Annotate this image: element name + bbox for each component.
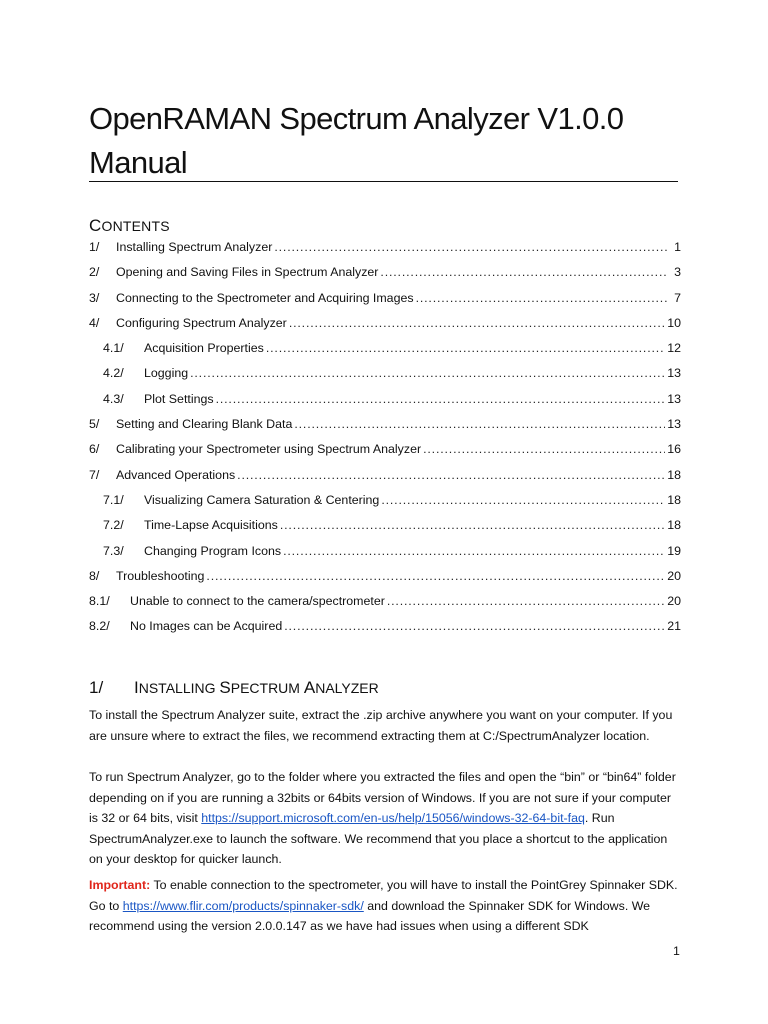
toc-entry-page: 19 bbox=[667, 543, 681, 558]
toc-dot-leader bbox=[190, 366, 665, 380]
toc-dot-leader bbox=[274, 240, 667, 254]
toc-entry[interactable] bbox=[89, 291, 681, 316]
toc-entry-page: 18 bbox=[667, 518, 681, 533]
important-label: Important: bbox=[89, 878, 151, 892]
section-1-number: 1/ bbox=[89, 678, 104, 697]
toc-entry-number: 8.1/ bbox=[89, 594, 110, 609]
toc-dot-leader bbox=[237, 468, 665, 482]
toc-entry-number: 4/ bbox=[89, 315, 100, 330]
toc-entry-number: 2/ bbox=[89, 265, 100, 280]
toc-entry-title: Opening and Saving Files in Spectrum Analyzer bbox=[116, 265, 379, 280]
toc-entry-number: 3/ bbox=[89, 290, 100, 305]
toc-entry-title: Logging bbox=[144, 366, 189, 381]
title-underline-divider bbox=[89, 181, 678, 182]
toc-dot-leader bbox=[380, 265, 667, 279]
toc-entry-title: Calibrating your Spectrometer using Spectrum Analyzer bbox=[116, 442, 422, 457]
toc-entry-number: 5/ bbox=[89, 417, 100, 432]
toc-dot-leader bbox=[423, 442, 665, 456]
toc-entry[interactable] bbox=[89, 417, 681, 442]
toc-entry[interactable] bbox=[89, 366, 681, 391]
paragraph-important-sdk: Important: To enable connection to the spectrometer, you will have to install the PointGrey Spinnaker SDK. Go to https://www.flir.com/products/spinnaker-sdk/ and download the Spinnaker SDK for Windows. We recommend using the version 2.0.0.147 as we have had issues when using a different SDK bbox=[89, 878, 678, 933]
toc-entry[interactable] bbox=[89, 493, 681, 518]
toc-entry-page: 13 bbox=[667, 366, 681, 381]
toc-entry-page: 3 bbox=[674, 265, 681, 280]
toc-dot-leader bbox=[280, 518, 665, 532]
toc-entry-number: 8/ bbox=[89, 568, 100, 583]
toc-entry[interactable] bbox=[89, 265, 681, 290]
toc-entry-page: 7 bbox=[674, 290, 681, 305]
toc-dot-leader bbox=[289, 316, 665, 330]
toc-entry-number: 4.1/ bbox=[103, 341, 124, 356]
title-line-1: OpenRAMAN Spectrum Analyzer V1.0.0 bbox=[89, 101, 624, 136]
toc-entry-number: 7/ bbox=[89, 467, 100, 482]
toc-dot-leader bbox=[266, 341, 665, 355]
toc-entry-page: 20 bbox=[667, 568, 681, 583]
toc-entry[interactable] bbox=[89, 316, 681, 341]
toc-entry-page: 1 bbox=[674, 240, 681, 254]
toc-entry-number: 4.3/ bbox=[103, 391, 124, 406]
section-1-heading bbox=[89, 678, 379, 698]
toc-entry-number: 7.2/ bbox=[103, 518, 124, 533]
toc-entry-title: Plot Settings bbox=[144, 391, 214, 406]
paragraph-run-analyzer: To run Spectrum Analyzer, go to the folder where you extracted the files and open the “bin” or “bin64” folder depending on if you are running a 32bits or 64bits version of Windows. If you are not sure if your computer is 32 or 64 bits, visit https://support.microsoft.com/en-us/help/15056/windows-32-64-bit-faq. Run SpectrumAnalyzer.exe to launch the software. We recommend that you place a shortcut to the application on your desktop for quicker launch. bbox=[89, 770, 676, 866]
toc-entry[interactable] bbox=[89, 518, 681, 543]
toc-entry[interactable] bbox=[89, 392, 681, 417]
toc-entry-page: 20 bbox=[667, 594, 681, 609]
toc-entry-number: 8.2/ bbox=[89, 619, 110, 634]
microsoft-faq-link[interactable]: https://support.microsoft.com/en-us/help/15056/windows-32-64-bit-faq bbox=[201, 811, 585, 825]
paragraph-extract-archive: To install the Spectrum Analyzer suite, extract the .zip archive anywhere you want on your computer. If you are unsure where to extract the files, we recommend extracting them at C:/SpectrumAnalyzer location. bbox=[89, 708, 673, 743]
toc-dot-leader bbox=[284, 619, 665, 633]
toc-dot-leader bbox=[283, 544, 665, 558]
toc-dot-leader bbox=[381, 493, 665, 507]
toc-entry-page: 21 bbox=[667, 619, 681, 634]
spinnaker-sdk-link[interactable]: https://www.flir.com/products/spinnaker-sdk/ bbox=[122, 898, 364, 913]
toc-entry-title: Setting and Clearing Blank Data bbox=[116, 417, 293, 432]
toc-entry-title: Time-Lapse Acquisitions bbox=[144, 518, 278, 533]
toc-entry-title: No Images can be Acquired bbox=[130, 619, 283, 634]
page-number: 1 bbox=[673, 944, 680, 958]
toc-entry-page: 18 bbox=[667, 467, 681, 482]
toc-entry[interactable] bbox=[89, 442, 681, 467]
toc-entry-title: Unable to connect to the camera/spectrometer bbox=[130, 594, 385, 609]
toc-entry-title: Connecting to the Spectrometer and Acquiring Images bbox=[116, 290, 414, 305]
toc-dot-leader bbox=[206, 569, 665, 583]
toc-entry[interactable] bbox=[89, 544, 681, 569]
toc-entry[interactable] bbox=[89, 240, 681, 265]
toc-entry[interactable] bbox=[89, 594, 681, 619]
toc-entry-page: 18 bbox=[667, 492, 681, 507]
toc-dot-leader bbox=[216, 392, 666, 406]
toc-entry-title: Changing Program Icons bbox=[144, 543, 282, 558]
contents-heading: CONTENTS bbox=[89, 216, 170, 235]
title-line-2: Manual bbox=[89, 145, 188, 180]
toc-entry-number: 4.2/ bbox=[103, 366, 124, 381]
toc-entry-page: 12 bbox=[667, 341, 681, 356]
section-1-title: INSTALLING SPECTRUM ANALYZER bbox=[134, 678, 379, 697]
toc-entry[interactable] bbox=[89, 569, 681, 594]
toc-dot-leader bbox=[416, 291, 667, 305]
toc-dot-leader bbox=[294, 417, 665, 431]
toc-entry-page: 10 bbox=[667, 315, 681, 330]
toc-entry-title: Installing Spectrum Analyzer bbox=[116, 240, 273, 254]
toc-entry[interactable] bbox=[89, 619, 681, 644]
toc-entry-title: Troubleshooting bbox=[116, 568, 205, 583]
toc-entry-title: Acquisition Properties bbox=[144, 341, 264, 356]
table-of-contents bbox=[89, 240, 681, 645]
toc-entry[interactable] bbox=[89, 468, 681, 493]
toc-entry[interactable] bbox=[89, 341, 681, 366]
toc-dot-leader bbox=[387, 594, 665, 608]
toc-entry-title: Configuring Spectrum Analyzer bbox=[116, 315, 287, 330]
document-title bbox=[89, 97, 689, 185]
toc-entry-title: Advanced Operations bbox=[116, 467, 236, 482]
toc-entry-number: 7.3/ bbox=[103, 543, 124, 558]
toc-entry-page: 13 bbox=[667, 391, 681, 406]
toc-entry-number: 6/ bbox=[89, 442, 100, 457]
toc-entry-number: 7.1/ bbox=[103, 492, 124, 507]
toc-entry-title: Visualizing Camera Saturation & Centering bbox=[144, 492, 380, 507]
toc-entry-page: 13 bbox=[667, 417, 681, 432]
toc-entry-page: 16 bbox=[667, 442, 681, 457]
toc-entry-number: 1/ bbox=[89, 240, 100, 254]
